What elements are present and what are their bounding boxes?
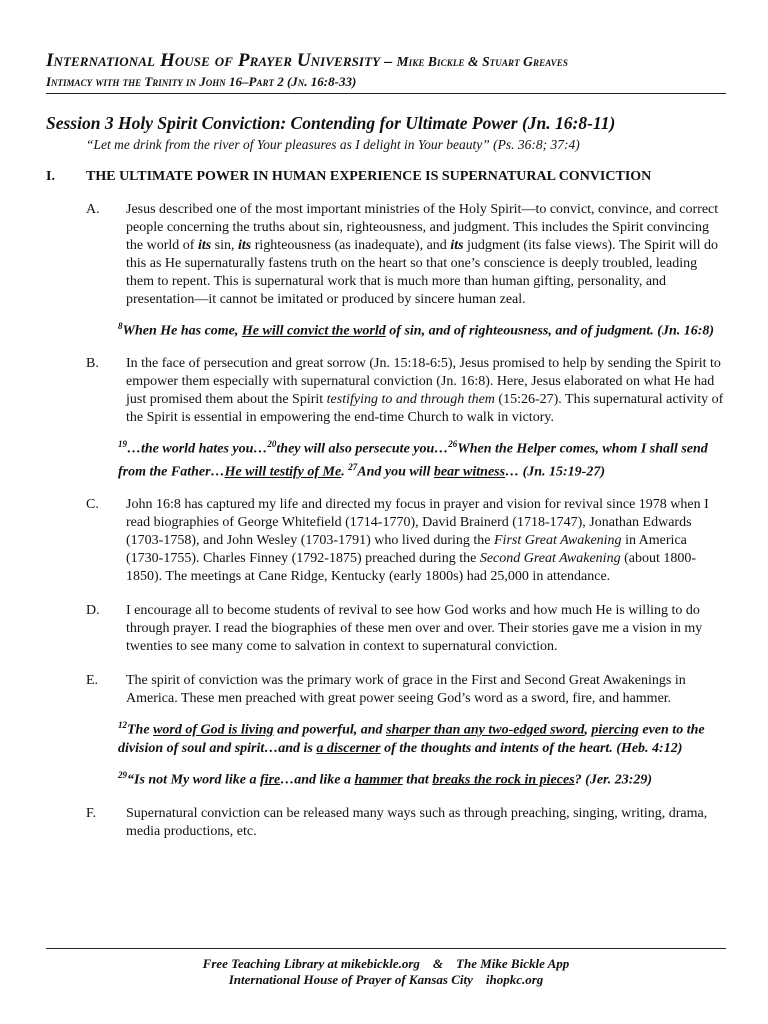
text: …and like a [280,772,355,788]
verse-number: 20 [267,438,277,449]
outline-item-e [46,672,726,708]
outline-item-d [46,602,726,656]
text: judgment (its false views). The Spirit will do this as He supernaturally fastens truth on the heart so that one’s conscience is deeply troubled, leading them to repent. This is supernatural work that is much more than human gifting, personality, and presentation—it cannot be imitated or produced by sincere human zeal. [126,238,718,307]
scripture-quote [118,716,726,758]
verse-number: 27 [348,462,358,473]
text: (15:26-27). This supernatural activity of the Spirit is essential in empowering the end-time Church to walk in victory. [126,391,724,425]
text: ? (Jer. 23:29) [574,772,653,788]
outline-item-b [46,355,726,427]
underlined-text: hammer [354,772,403,788]
text: When the Helper comes, whom I shall send from the Father… [118,441,708,480]
underlined-text: He will convict the world [241,323,386,339]
text: In the face of persecution and great sorrow (Jn. 15:18-6:5), Jesus promised to help by sending the Spirit to empower them especially with supernatural conviction (Jn. 16:8). Here, Jesus elaborated on what He had just promised them about the Spirit [126,355,721,407]
header-rule [46,93,726,94]
footer-line-2 [46,972,726,988]
text: … (Jn. 15:19-27) [505,464,605,480]
text: even to the division of soul and spirit…and is [118,722,705,756]
underlined-text: fire [260,772,281,788]
outline-item-f [46,805,726,841]
text: and powerful, and [273,722,387,738]
session-quote: “Let me drink from the river of Your pleasures as I delight in Your beauty” (Ps. 36:8; 37:4) [86,137,580,152]
emphasis: its [197,238,212,253]
verse-number: 8 [118,321,123,331]
emphasis: First Great Awakening [494,532,622,548]
footer [46,956,726,988]
emphasis: its [238,238,252,253]
underlined-text: piercing [591,722,639,738]
emphasis: testifying to and through them [326,391,495,407]
section-title: THE ULTIMATE POWER IN HUMAN EXPERIENCE IS SUPERNATURAL CONVICTION [86,169,652,184]
footer-library-link[interactable]: Free Teaching Library at mikebickle.org [202,956,420,971]
item-letter: A. [86,202,100,217]
header-title [46,50,726,72]
text: The [127,722,154,738]
verse-number: 26 [448,438,458,449]
underlined-text: breaks the rock in pieces [432,772,575,788]
underlined-text: bear witness [433,464,506,480]
underlined-text: sharper than any two-edged sword [386,722,585,738]
session-title: Session 3 Holy Spirit Conviction: Contending for Ultimate Power (Jn. 16:8-11) [46,113,616,133]
item-letter: E. [86,672,99,688]
verse-number: 29 [118,769,127,780]
header-series: Intimacy with the Trinity in John 16–Part 2 (Jn. 16:8-33) [46,74,357,89]
section-number: I. [46,169,55,184]
item-letter: C. [86,496,99,512]
scripture-quote [118,435,726,482]
footer-line-1 [46,956,726,972]
item-body: Supernatural conviction can be released many ways such as through preaching, singing, writing, drama, media productions, etc. [126,806,708,840]
header-org: International House of Prayer University [46,50,381,71]
section-heading [46,169,726,185]
page-content [46,50,726,841]
item-letter: D. [86,602,100,618]
item-body [126,355,726,427]
scripture-quote [118,766,726,790]
item-letter: F. [86,806,97,822]
underlined-text: word of God is living [153,722,274,738]
text: “Is not My word like a [127,772,261,788]
item-body [126,496,726,586]
verse-number: 19 [118,438,127,449]
text: they will also persecute you… [276,441,449,457]
text: of the thoughts and intents of the heart. (Heb. 4:12) [380,740,683,756]
footer-rule [46,948,726,949]
footer-app-name: The Mike Bickle App [456,956,570,971]
outline-item-a [46,201,726,309]
footer-org-name: International House of Prayer of Kansas City [228,972,473,987]
text: sin, [211,238,239,253]
item-body: I encourage all to become students of revival to see how God works and how much He is willing to do through prayer. I read the biographies of these men over and over. Their stories gave me a vision in my twenties to see many come to salvation in context to supernatural conviction. [126,602,703,654]
text: righteousness (as inadequate), and [251,238,451,253]
text: When He has come, [122,323,242,339]
header-speakers: Mike Bickle & Stuart Greaves [396,54,568,69]
underlined-text: a discerner [316,740,381,756]
emphasis: Second Great Awakening [479,550,621,566]
emphasis: its [450,238,464,253]
text: of sin, and of righteousness, and of judgment. (Jn. 16:8) [385,323,715,339]
item-body: The spirit of conviction was the primary work of grace in the First and Second Great Awakenings in America. These men preached with great power seeing God’s word as a sword, fire, and hammer. [126,672,686,706]
scripture-quote [118,317,726,341]
footer-ampersand: & [432,956,444,971]
text: that [402,772,433,788]
text: , [584,722,592,738]
text: (about 1800-1850). The meetings at Cane Ridge, Kentucky (early 1800s) had 25,000 in attendance. [126,550,697,584]
text: …the world hates you… [127,441,268,457]
verse-number: 12 [118,719,127,730]
header-dash: – [384,53,393,70]
text: . [341,464,349,480]
underlined-text: He will testify of Me [224,464,342,480]
text: in America (1730-1755). Charles Finney (1792-1875) preached during the [126,532,687,566]
item-body [126,201,726,309]
outline-item-c [46,496,726,586]
text: And you will [357,464,434,480]
text: John 16:8 has captured my life and directed my focus in prayer and vision for revival since 1978 when I read biographies of George Whitefield (1714-1770), David Brainerd (1718-1747), Jonathan Edwards (1703-1758), and John Wesley (1703-1791) who lived during the [126,496,709,548]
item-letter: B. [86,355,99,371]
footer-website-link[interactable]: ihopkc.org [485,972,544,987]
text: Jesus described one of the most important ministries of the Holy Spirit—to convict, convince, and correct people concerning the truths about sin, righteousness, and judgment. This includes the Spirit convincing the world of [126,202,719,253]
